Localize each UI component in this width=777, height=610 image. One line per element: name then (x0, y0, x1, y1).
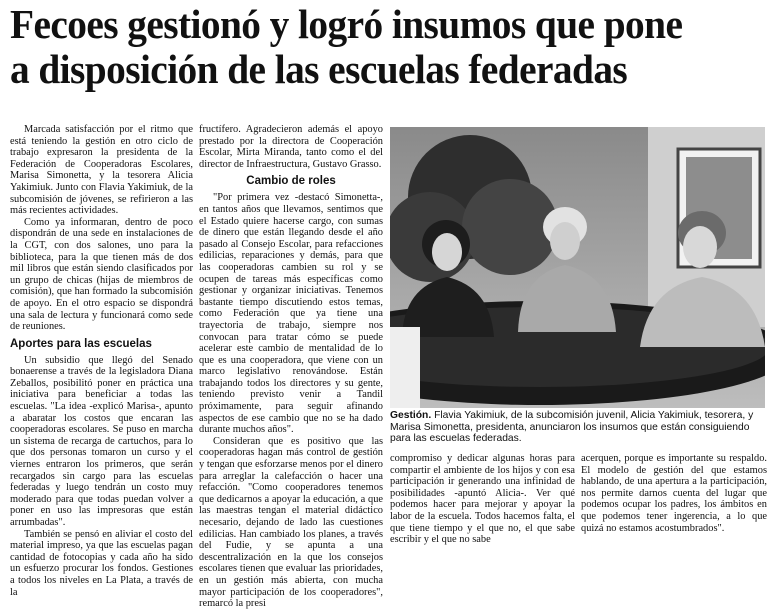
paragraph: Un subsidio que llegó del Senado bonaerense a través de la legisladora Diana Zeballos, posibilitó poner en práctica una iniciativa para beneficiar a todas las escuelas. "La idea -explicó Marisa-, apunto a abaratar los costos que encaran las cooperadoras escolares. Se puso en marcha un sistema de recarga de cartuchos, para lo que dos personas tomaron un curso y el viernes entraron los primeros, que serán recargados sin cargo para las escuelas federadas y luego tendrán un costo muy moderado para que todas puedan volver a poner en uso las impresoras que están arrumbadas". (10, 354, 193, 528)
article-column-3 (390, 453, 575, 546)
photo-illustration (390, 127, 765, 408)
paragraph: compromiso y dedicar algunas horas para compartir el ambiente de los hijos y con esa participación ir generando una infinidad de posibilidades -apuntó Alicia-. Ver qué podemos hacer para mejorar y apoyar la labor de la escuela. Todos hacemos falta, el que tiene tiempo y el que no, el que sabe escribir y el que no sabe (390, 453, 575, 546)
paragraph: Como ya informaran, dentro de poco dispondrán de una sede en instalaciones de la CGT, con dos salones, uno para la biblioteca, para la que tienen más de dos mil libros que están siendo clasificados por un grupo de chicas (hijas de miembros de comisión), que han formado la subcomisión de apoyo. En el otro espacio se dispondrá una sala de lectura y funcionará como sede de reuniones. (10, 216, 193, 333)
caption-text: Flavia Yakimiuk, de la subcomisión juvenil, Alicia Yakimiuk, tesorera, y Marisa Simonetta, presidenta, anunciaron los insumos que están consiguiendo para las escuelas federadas. (390, 410, 754, 444)
paragraph: También se pensó en aliviar el costo del material impreso, ya que las escuelas pagan cantidad de fotocopias y cada año ha sido un esfuerzo procurar los fondos. Gestiones a todos los niveles en La Plata, a través de la (10, 528, 193, 598)
subheading-aportes: Aportes para las escuelas (10, 337, 152, 350)
article-photo (390, 127, 765, 408)
paragraph: fructífero. Agradecieron además el apoyo prestado por la directora de Cooperación Escolar, Mirta Miranda, tanto como el del director de Infraestructura, Gustavo Grasso. (199, 124, 383, 170)
paragraph: "Por primera vez -destacó Simonetta-, en tantos años que llevamos, sentimos que el Estado quiere hacerse cargo, con sumas de dinero que están llegando desde el año pasado al Consejo Escolar, para refacciones edilicias, reparaciones y demás, para que las cooperadoras cambien su rol y se ocupen de tareas más específicas como gestionar y organizar iniciativas. Tenemos bastante tiempo discutiendo estos temas, como Federación que ya tiene una trayectoria de trabajo, siempre nos convocan para tratar cómo se puede acelerar este cambio de mentalidad de lo que es una cooperadora, que viene con un marco legislativo renovándose. Están trabajando todos los directores y su gente, teniendo previsto venir a Tandil próximamente, para seguir afinando aspectos de ese cambio que no se ha dado durante muchos años". (199, 192, 383, 436)
paragraph: Consideran que es positivo que las cooperadoras hagan más control de gestión y tengan que esforzarse menos por el dinero para arreglar la calefacción o hacer una refacción. "Como cooperadores tenemos que dedicarnos a apoyar la educación, a que las maestras tengan el material didáctico necesario, dejando de lado las cuestiones edilicias. Han cambiado los planes, a través del Fudie, y se apunta a una descentralización en la que los consejos escolares tienen que evaluar las prioridades, en un gestión más abierta, con mucha mayor participación de los cooperadores", remarcó la presi (199, 435, 383, 610)
headline-line-1: Fecoes gestionó y logró insumos que pone (10, 1, 683, 47)
article-column-4 (581, 453, 767, 534)
paragraph: acerquen, porque es importante su respaldo. El modelo de gestión del que estamos hablando, de una apertura a la participación, nos permite darnos cuenta del lugar que podemos ocupar los padres, los ámbitos en que podemos tener ingerencia, a lo que quizá no estamos acostumbrados". (581, 453, 767, 534)
paragraph: Marcada satisfacción por el ritmo que está teniendo la gestión en otro ciclo de trabajo expresaron la presidenta de la Federación de Cooperadoras Escolares, Marisa Simonetta, y la tesorera Alicia Yakimiuk. Junto con Flavia Yakimiuk, de la subcomisión de jóvenes, se refirieron a las más recientes actividades. (10, 124, 193, 217)
headline-line-2: a disposición de las escuelas federadas (10, 46, 628, 92)
article-column-2 (199, 124, 383, 610)
subheading-cambio: Cambio de roles (246, 175, 336, 188)
article-headline (10, 2, 740, 92)
photo-caption (390, 410, 765, 445)
article-column-1 (10, 124, 193, 598)
caption-label: Gestión. (390, 410, 432, 421)
